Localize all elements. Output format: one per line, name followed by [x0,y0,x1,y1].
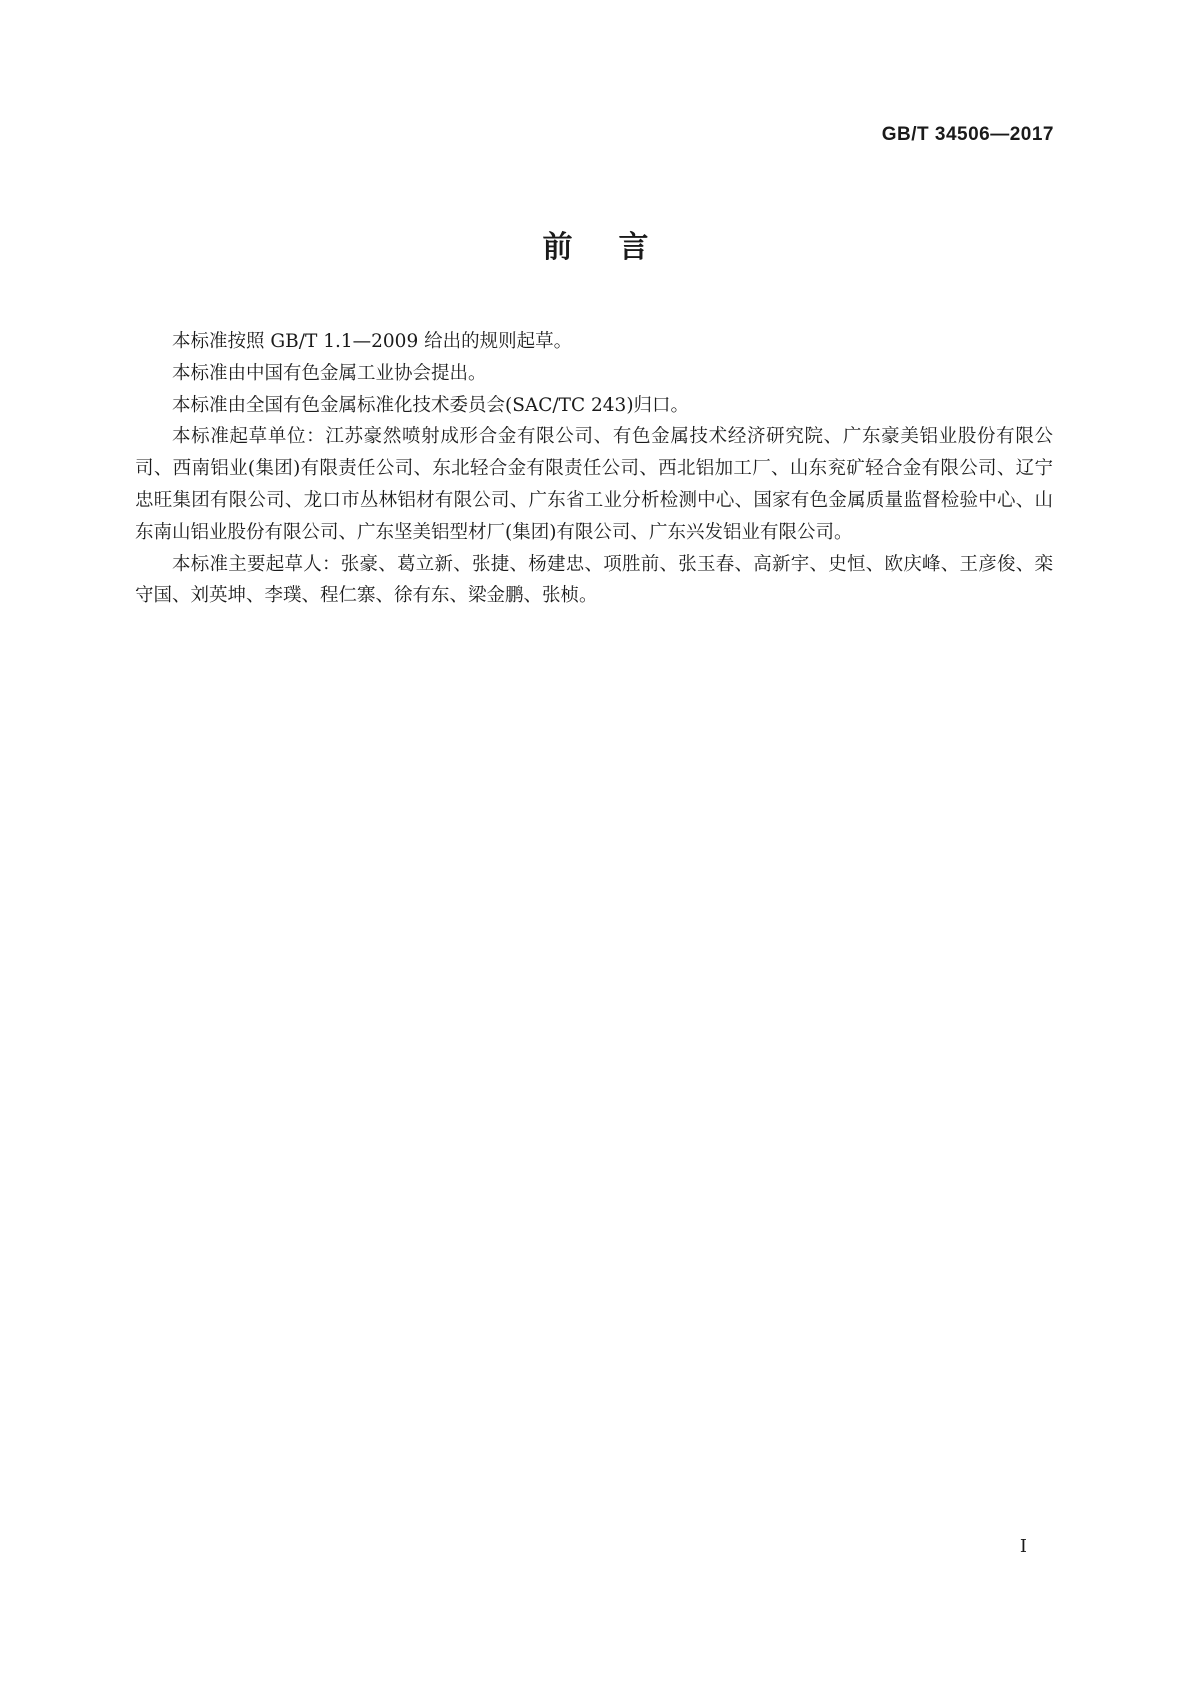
paragraph-committee: 本标准由全国有色金属标准化技术委员会(SAC/TC 243)归口。 [172,394,690,416]
page-number: I [1019,1536,1027,1557]
page-title: 前言 [542,230,695,265]
standard-number: GB/T 34506—2017 [881,124,1054,145]
paragraph-drafters: 本标准主要起草人：张豪、葛立新、张捷、杨建忠、项胜前、张玉春、高新宇、史恒、欧庆峰、王彦俊、栾守国、刘英坤、李璞、程仁寨、徐有东、梁金鹏、张桢。 [135,553,1053,607]
paragraph-drafting-units: 本标准起草单位：江苏豪然喷射成形合金有限公司、有色金属技术经济研究院、广东豪美铝业股份有限公司、西南铝业(集团)有限责任公司、东北轻合金有限责任公司、西北铝加工厂、山东兖矿轻合金有限公司、辽宁忠旺集团有限公司、龙口市丛林铝材有限公司、广东省工业分析检测中心、国家有色金属质量监督检验中心、山东南山铝业股份有限公司、广东坚美铝型材厂(集团)有限公司、广东兴发铝业有限公司。 [135,426,1053,543]
paragraph-proposer: 本标准由中国有色金属工业协会提出。 [172,362,487,384]
paragraph-drafting-rules: 本标准按照 GB/T 1.1—2009 给出的规则起草。 [172,331,573,352]
foreword-body [135,326,1053,612]
